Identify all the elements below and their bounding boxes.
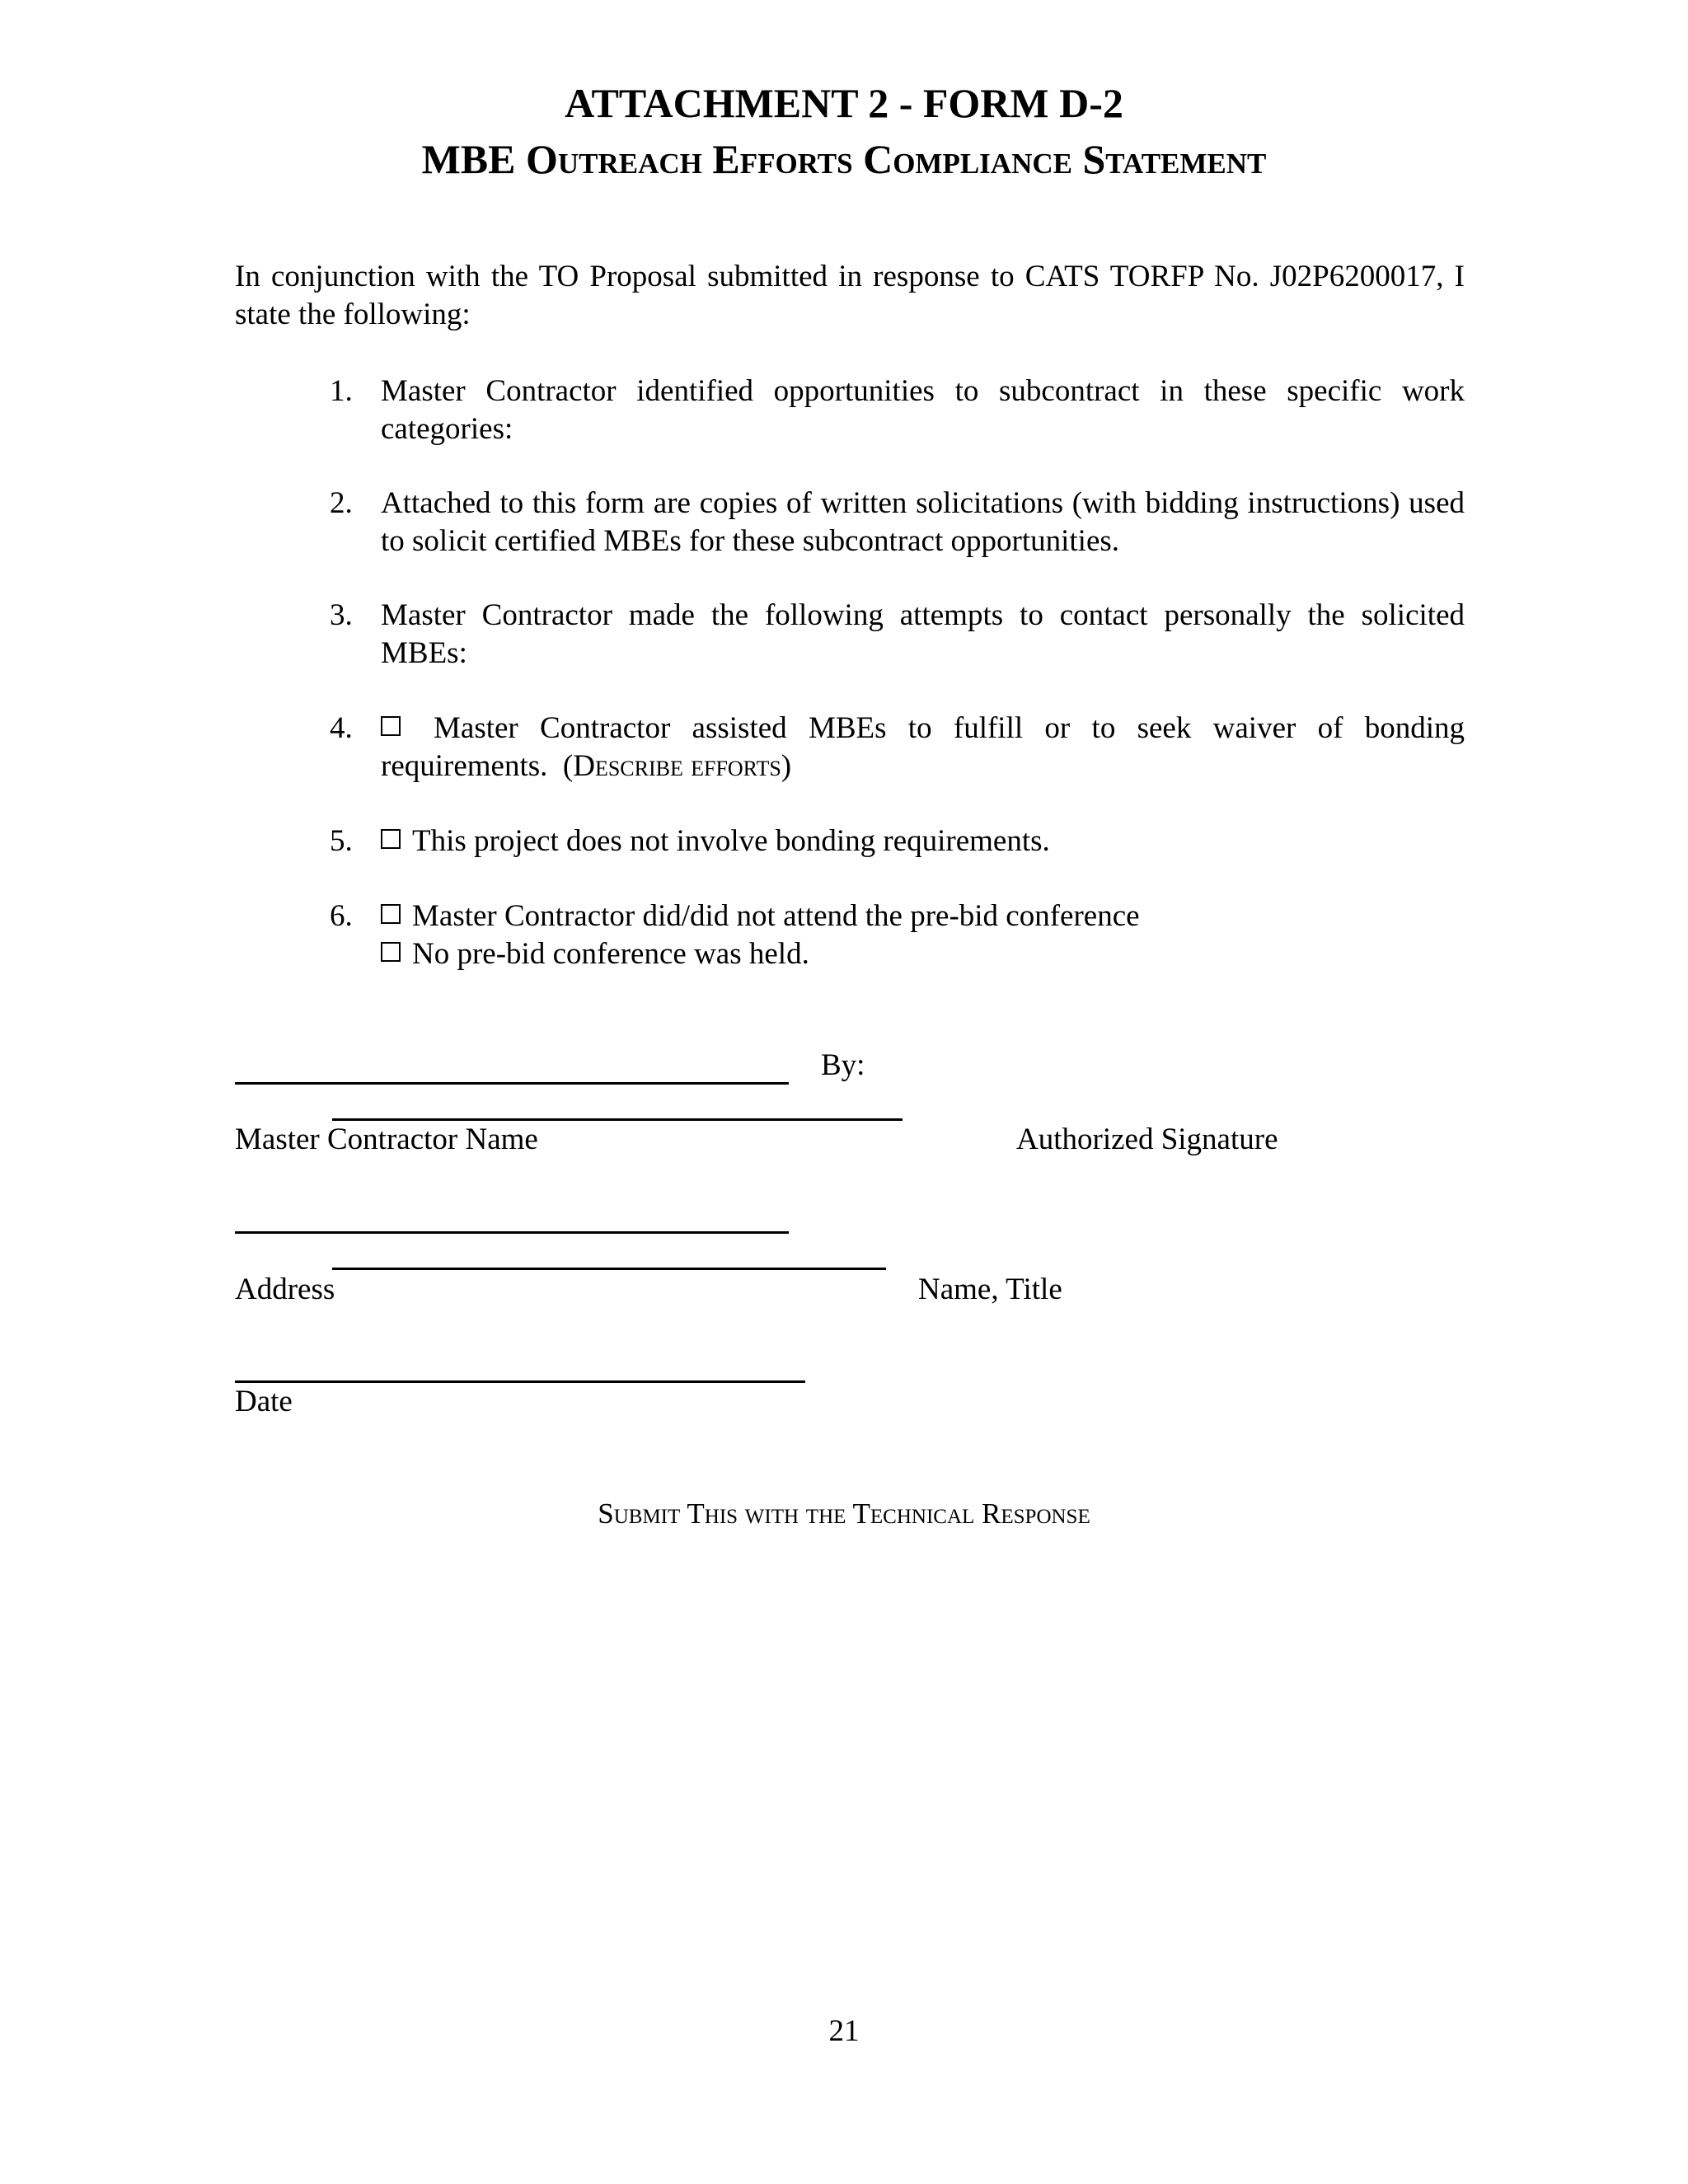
date-line[interactable] bbox=[235, 1380, 805, 1383]
intro-paragraph: In conjunction with the TO Proposal submitted in response to CATS TORFP No. J02P6200017, I state the following: bbox=[235, 260, 1465, 331]
authorized-signature-label: Authorized Signature bbox=[1016, 1122, 1278, 1156]
pre-bid-attendance-checkbox[interactable] bbox=[381, 904, 401, 924]
address-line[interactable] bbox=[235, 1231, 789, 1234]
list-text-with-checkbox bbox=[381, 823, 1465, 860]
date-label: Date bbox=[235, 1385, 293, 1418]
list-item-2 bbox=[330, 485, 1465, 560]
list-text-with-checkbox bbox=[381, 898, 1465, 973]
list-number: 2. bbox=[330, 486, 353, 520]
submit-instruction: Submit This with the Technical Response bbox=[598, 1497, 1090, 1530]
contractor-name-label: Master Contractor Name bbox=[235, 1122, 538, 1156]
list-number: 5. bbox=[330, 824, 353, 858]
list-number: 6. bbox=[330, 899, 353, 933]
describe-efforts-note: (Describe efforts) bbox=[562, 749, 792, 783]
no-bonding-checkbox[interactable] bbox=[381, 829, 401, 849]
contractor-name-line[interactable] bbox=[235, 1082, 789, 1085]
name-title-line[interactable] bbox=[332, 1268, 886, 1270]
by-label: By: bbox=[821, 1048, 865, 1082]
list-text: Attached to this form are copies of written solicitations (with bidding instructions) used to solicit certified MBEs for these subcontract opportunities. bbox=[381, 486, 1465, 558]
list-item-3 bbox=[330, 597, 1465, 673]
list-number: 1. bbox=[330, 374, 353, 408]
no-pre-bid-checkbox[interactable] bbox=[381, 942, 401, 962]
page-number: 21 bbox=[828, 2014, 860, 2048]
form-title: ATTACHMENT 2 - FORM D-2 bbox=[565, 80, 1123, 126]
list-text: No pre-bid conference was held. bbox=[412, 937, 809, 971]
list-item-4 bbox=[330, 710, 1465, 785]
list-text: Master Contractor did/did not attend the pre-bid conference bbox=[412, 899, 1140, 933]
name-title-label: Name, Title bbox=[918, 1272, 1062, 1306]
form-subtitle: MBE Outreach Efforts Compliance Statement bbox=[421, 136, 1267, 182]
list-item-6 bbox=[330, 898, 1465, 973]
list-text: This project does not involve bonding requirements. bbox=[412, 824, 1050, 858]
list-text: Master Contractor assisted MBEs to fulfill or to seek waiver of bonding requirements. bbox=[381, 711, 1465, 783]
list-text: Master Contractor identified opportunities to subcontract in these specific work categories: bbox=[381, 374, 1465, 446]
list-item-1 bbox=[330, 373, 1465, 448]
list-text: Master Contractor made the following attempts to contact personally the solicited MBEs: bbox=[381, 598, 1465, 670]
list-text-with-checkbox bbox=[381, 710, 1465, 785]
address-label: Address bbox=[235, 1272, 335, 1306]
list-item-5 bbox=[330, 823, 1465, 860]
list-number: 4. bbox=[330, 711, 353, 745]
bonding-assist-checkbox[interactable] bbox=[381, 716, 401, 736]
list-number: 3. bbox=[330, 598, 353, 632]
